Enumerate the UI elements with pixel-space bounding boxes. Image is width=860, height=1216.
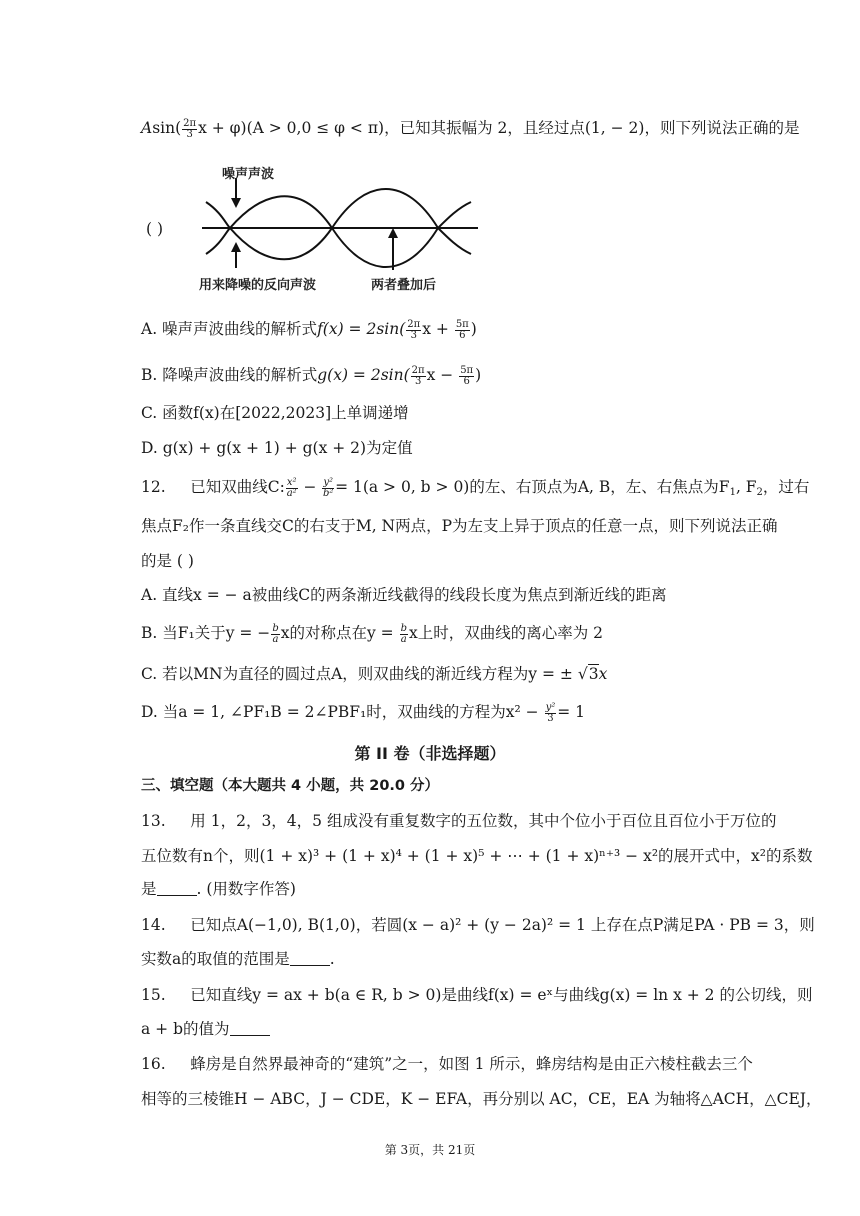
frac-den: 3 [410,329,417,341]
q12-option-b-c: x上时，双曲线的离心率为 2 [408,624,603,642]
q12-frac-x [286,478,298,499]
q15-line-1 [141,985,812,1005]
q14-line-1 [141,915,815,935]
q12-text-a: 已知双曲线C: [190,478,285,496]
frac-den: a [272,633,279,645]
frac-den: 3 [414,375,422,387]
q11-option-b-end: ) [475,366,482,384]
q11-frac [182,119,197,140]
q11-option-b-frac2 [459,366,474,387]
q16-line-2: 相等的三棱锥H − ABC，J − CDE，K − EFA，再分别以 AC，CE，EA 为轴将△ACH，△CEJ， [141,1090,822,1108]
q12-option-b-frac1 [271,624,279,645]
q12-option-d-a: D. 当a = 1, ∠PF₁B = 2∠PBF₁时，双曲线的方程为x² − [141,703,544,721]
q11-option-a-frac1 [406,320,421,341]
q11-frac-num: 2π [183,117,197,129]
q12-option-d-frac [545,703,557,724]
q12-option-c-sqrt: 3 [588,665,599,683]
q11-option-a-prefix: A. 噪声声波曲线的解析式 [141,320,318,338]
frac-num: 2π [411,364,425,376]
q14-text-2b: . [329,950,335,968]
q12-number: 12. [141,478,166,496]
frac-den: 3 [547,712,554,724]
q14-number: 14. [141,916,166,934]
section-three-heading: 三、填空题（本大题共 4 小题，共 20.0 分） [141,778,440,794]
q12-line-2: 焦点F₂作一条直线交C的右支于M, N两点，P为左支上异于顶点的任意一点，则下列说法正确 [141,517,778,535]
q15-text-2: a + b的值为 [141,1020,230,1038]
frac-num: 2π [407,318,421,330]
section-ii-title: 第 II 卷（非选择题） [354,744,506,763]
noise-wave [206,196,471,267]
q15-text-1: 已知直线y = ax + b(a ∈ R, b > 0)是曲线f(x) = eˣ与曲线g(x) = ln x + 2 的公切线，则 [190,986,813,1004]
q11-stem-rest: x + φ)(A > 0,0 ≤ φ < π)，已知其振幅为 2，且经过点(1, − 2)，则下列说法正确的是 [198,119,800,137]
q14-answer-blank[interactable] [290,951,330,966]
q12-option-d-b: = 1 [557,703,586,721]
label-anti-noise: 用来降噪的反向声波 [199,278,317,293]
q12-option-b-b: x的对称点在y = [280,624,399,642]
q13-text-1: 用 1，2，3，4，5 组成没有重复数字的五位数，其中个位小于百位且百位小于万位的 [190,812,777,830]
q15-answer-blank[interactable] [230,1021,270,1036]
frac-num: y² [545,701,556,713]
frac-num: x² [286,476,297,488]
frac-den: a [400,633,407,645]
q11-option-c: C. 函数f(x)在[2022,2023]上单调递增 [141,404,409,422]
q13-answer-blank[interactable] [157,881,197,896]
q12-line-3: 的是 ( ) [141,552,194,570]
q16-number: 16. [141,1055,166,1073]
frac-num: 5π [455,318,469,330]
q11-option-a-frac2 [455,320,470,341]
q12-text-b: = 1(a > 0, b > 0)的左、右顶点为A, B，左、右焦点为F [335,478,730,496]
q11-option-a-mid: x + [422,320,454,338]
q15-line-2 [141,1019,270,1039]
q12-frac-y [322,478,334,499]
q13-line-2: 五位数有n个，则(1 + x)³ + (1 + x)⁴ + (1 + x)⁵ + ⋯ + (1 + x)ⁿ⁺³ − x²的展开式中，x²的系数 [141,847,813,865]
q12-option-d [141,702,585,724]
q11-option-a [141,319,477,341]
frac-num: b [400,622,407,634]
q12-option-c: C. 若以MN为直径的圆过点A，则双曲线的渐近线方程为y = ± √3x [141,665,608,683]
q11-option-b-prefix: B. 降噪声波曲线的解析式 [141,366,318,384]
q14-line-2 [141,949,335,969]
q11-amp: A [141,119,153,137]
q15-number: 15. [141,986,166,1004]
q12-option-c-x: x [598,665,608,683]
q13-line-3 [141,879,296,899]
q13-text-3b: . (用数字作答) [196,880,296,898]
q14-text-2a: 实数a的取值的范围是 [141,950,290,968]
q12-option-b-a: B. 当F₁关于y = − [141,624,271,642]
label-noise: 噪声声波 [222,167,275,182]
q13-text-3a: 是 [141,880,157,898]
q11-stem-line [141,118,799,140]
q11-paren: ( ) [146,220,164,238]
q11-option-d: D. g(x) + g(x + 1) + g(x + 2)为定值 [141,439,413,457]
q11-option-b [141,365,481,387]
q11-option-b-func: g(x) = 2sin( [317,366,410,384]
q16-line-1 [141,1054,753,1074]
q12-option-b [141,623,603,645]
frac-den: 6 [463,375,470,387]
page-footer: 第 3页，共 21页 [384,1143,476,1157]
q11-option-a-func: f(x) = 2sin( [317,320,406,338]
frac-den: b² [323,487,334,499]
q13-line-1 [141,811,776,831]
q12-line-1: 12. 已知双曲线C: $\frac{\text{x²}}{\text{a²}}$ − $\frac{\text{y²}}{\text{b²}}$ = 1(a > 0, b > 0)的左、右顶点为A, B，左、右焦点为$F_1$, $F_2$，过右 [141,476,810,499]
q12-option-a: A. 直线x = − a被曲线C的两条渐近线截得的线段长度为焦点到渐近线的距离 [141,586,667,604]
q12-text-c: ，过右 [762,478,810,496]
q16-text-1: 蜂房是自然界最神奇的“建筑”之一，如图 1 所示，蜂房结构是由正六棱柱截去三个 [190,1055,753,1073]
q13-number: 13. [141,812,166,830]
q11-sin: sin( [152,119,182,137]
frac-num: 5π [460,364,474,376]
anti-noise-wave [206,189,471,259]
q11-option-b-frac1 [411,366,426,387]
q14-text-1: 已知点A(−1,0), B(1,0)，若圆(x − a)² + (y − 2a)² = 1 上存在点P满足PA · PB = 3，则 [190,916,815,934]
q11-option-b-mid: x − [426,366,459,384]
q11-frac-den: 3 [186,128,193,140]
q11-option-a-end: ) [470,320,477,338]
arrow-anti-head [231,242,241,252]
frac-num: y² [323,476,334,488]
arrow-noise-head [231,198,241,208]
frac-num: b [272,622,279,634]
label-sum: 两者叠加后 [371,278,437,293]
arrow-sum-head [388,228,398,238]
q12-option-c-a: C. 若以MN为直径的圆过点A，则双曲线的渐近线方程为y = ± [141,665,578,683]
frac-den: a² [286,487,297,499]
q12-option-b-frac2 [400,624,408,645]
frac-den: 6 [459,329,466,341]
